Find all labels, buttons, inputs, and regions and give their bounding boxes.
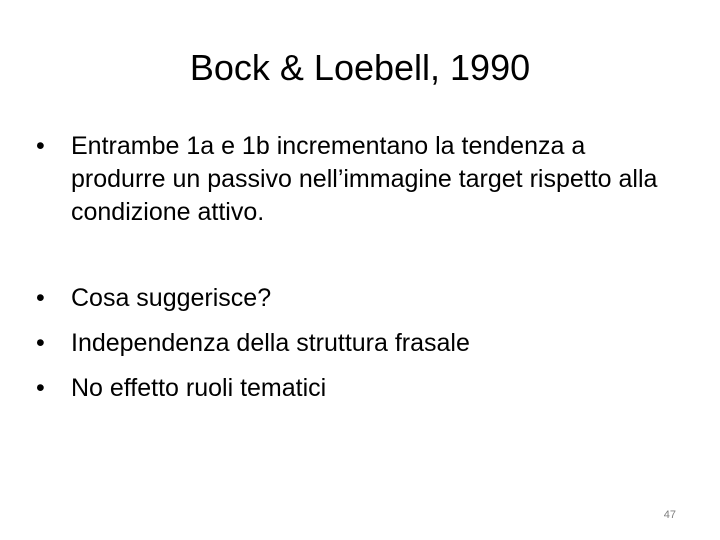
bullet-list bbox=[36, 130, 686, 405]
slide-title: Bock & Loebell, 1990 bbox=[189, 47, 531, 88]
bullet-item-3 bbox=[36, 327, 686, 360]
bullet-text: Independenza della struttura frasale bbox=[71, 329, 470, 357]
bullet-icon: • bbox=[36, 284, 45, 312]
bullet-item-2 bbox=[36, 282, 686, 315]
page-number: 47 bbox=[663, 509, 676, 521]
bullet-text: Cosa suggerisce? bbox=[71, 284, 272, 312]
bullet-icon: • bbox=[36, 132, 45, 160]
bullet-icon: • bbox=[36, 374, 45, 402]
bullet-item-4 bbox=[36, 372, 686, 405]
bullet-text: Entrambe 1a e 1b incrementano la tendenza a produrre un passivo nell’immagine target rispetto alla condizione attivo. bbox=[71, 132, 658, 226]
bullet-item-1 bbox=[36, 130, 686, 229]
bullet-text: No effetto ruoli tematici bbox=[71, 374, 327, 402]
bullet-icon: • bbox=[36, 329, 45, 357]
